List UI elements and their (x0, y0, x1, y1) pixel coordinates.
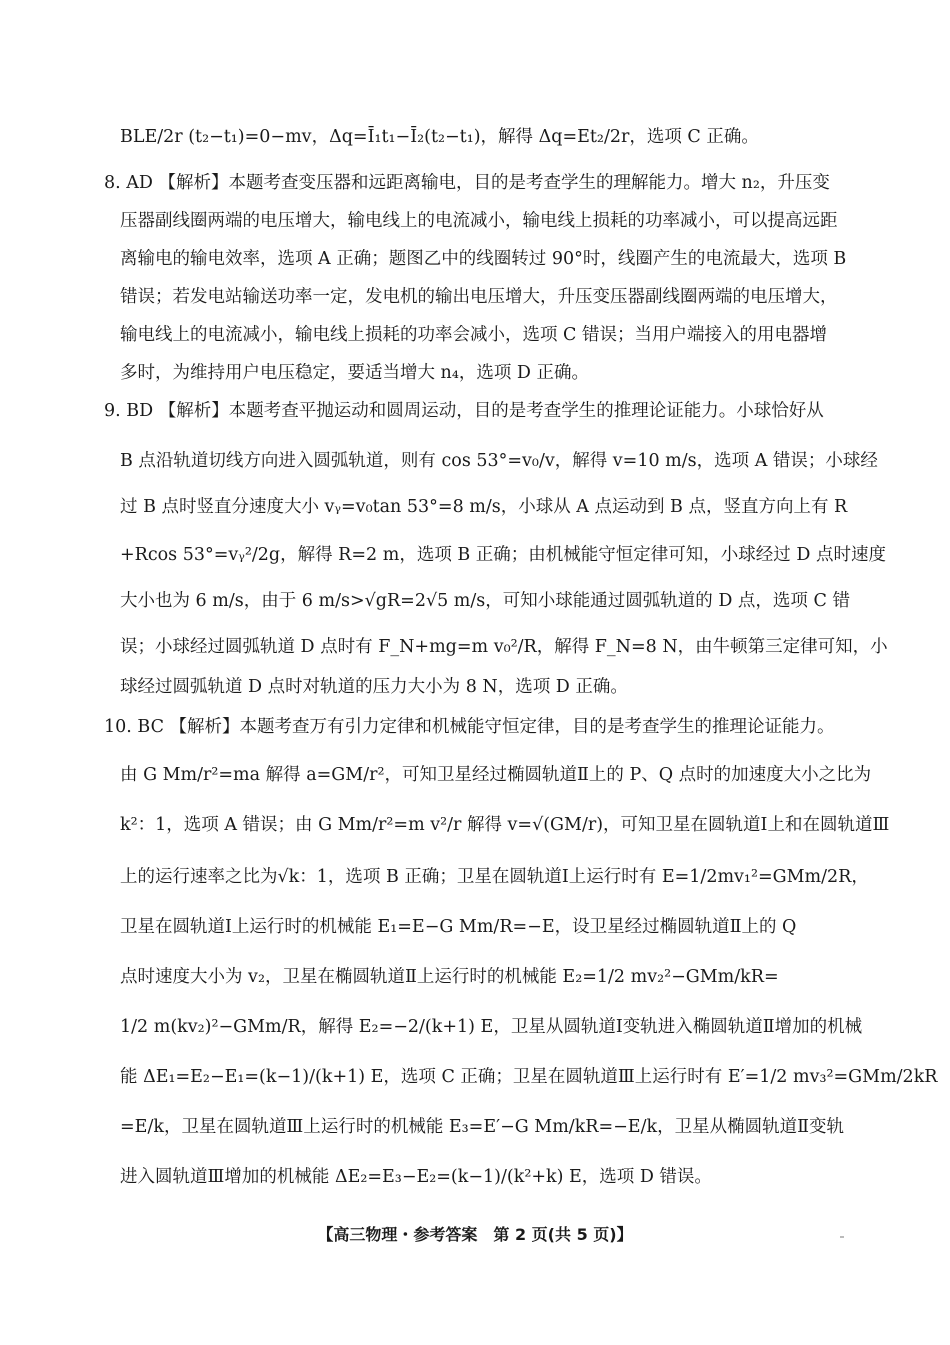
text-line: 离输电的输电效率，选项 A 正确；题图乙中的线圈转过 90°时，线圈产生的电流最大，选项 B (120, 249, 847, 269)
question-8-heading: 8. AD 【解析】本题考查变压器和远距离输电，目的是考查学生的理解能力。增大 n₂，升压变 (104, 173, 830, 193)
text-line: 多时，为维持用户电压稳定，要适当增大 n₄，选项 D 正确。 (120, 363, 590, 383)
text-line: 压器副线圈两端的电压增大，输电线上的电流减小，输电线上损耗的功率减小，可以提高远距 (120, 211, 838, 231)
text-line: 能 ΔE₁=E₂−E₁=(k−1)/(k+1) E，选项 C 正确；卫星在圆轨道Ⅲ上运行时有 E′=1/2 mv₃²=GMm/2kR (120, 1067, 938, 1087)
text-line: 球经过圆弧轨道 D 点时对轨道的压力大小为 8 N，选项 D 正确。 (120, 677, 628, 697)
text-line: 大小也为 6 m/s，由于 6 m/s>√gR=2√5 m/s，可知小球能通过圆弧轨道的 D 点，选项 C 错 (120, 591, 850, 611)
text-line: 点时速度大小为 v₂，卫星在椭圆轨道Ⅱ上运行时的机械能 E₂=1/2 mv₂²−GMm/kR= (120, 967, 779, 987)
text-line: 卫星在圆轨道Ⅰ上运行时的机械能 E₁=E−G Mm/R=−E，设卫星经过椭圆轨道Ⅱ上的 Q (120, 917, 797, 937)
text-line: 错误；若发电站输送功率一定，发电机的输出电压增大，升压变压器副线圈两端的电压增大， (120, 287, 838, 307)
text-line: +Rcos 53°=vᵧ²/2g，解得 R=2 m，选项 B 正确；由机械能守恒定律可知，小球经过 D 点时速度 (120, 545, 886, 565)
text-line: 1/2 m(kv₂)²−GMm/R，解得 E₂=−2/(k+1) E，卫星从圆轨道Ⅰ变轨进入椭圆轨道Ⅱ增加的机械 (120, 1017, 863, 1037)
text-line: 由 G Mm/r²=ma 解得 a=GM/r²，可知卫星经过椭圆轨道Ⅱ上的 P、Q 点时的加速度大小之比为 (120, 765, 872, 785)
text-line: 进入圆轨道Ⅲ增加的机械能 ΔE₂=E₃−E₂=(k−1)/(k²+k) E，选项 D 错误。 (120, 1167, 712, 1187)
text-line: =E/k，卫星在圆轨道Ⅲ上运行时的机械能 E₃=E′−G Mm/kR=−E/k，卫星从椭圆轨道Ⅱ变轨 (120, 1117, 844, 1137)
text-line: BLE/2r (t₂−t₁)=0−mv，Δq=Ī₁t₁−Ī₂(t₂−t₁)，解得 Δq=Et₂/2r，选项 C 正确。 (120, 127, 759, 147)
text-line: 上的运行速率之比为√k：1，选项 B 正确；卫星在圆轨道Ⅰ上运行时有 E=1/2mv₁²=GMm/2R， (120, 867, 869, 887)
scan-speck (840, 1236, 844, 1238)
page-footer: 【高三物理・参考答案 第 2 页(共 5 页)】 (317, 1225, 633, 1244)
text-line: 输电线上的电流减小，输电线上损耗的功率会减小，选项 C 错误；当用户端接入的用电器增 (120, 325, 828, 345)
text-line: 过 B 点时竖直分速度大小 vᵧ=v₀tan 53°=8 m/s，小球从 A 点运动到 B 点，竖直方向上有 R (120, 497, 848, 517)
text-line: B 点沿轨道切线方向进入圆弧轨道，则有 cos 53°=v₀/v，解得 v=10 m/s，选项 A 错误；小球经 (120, 451, 878, 471)
question-10-heading: 10. BC 【解析】本题考查万有引力定律和机械能守恒定律，目的是考查学生的推理论证能力。 (104, 717, 835, 737)
question-9-heading: 9. BD 【解析】本题考查平抛运动和圆周运动，目的是考查学生的推理论证能力。小球恰好从 (104, 401, 824, 421)
text-line: k²：1，选项 A 错误；由 G Mm/r²=m v²/r 解得 v=√(GM/r)，可知卫星在圆轨道Ⅰ上和在圆轨道Ⅲ (120, 815, 890, 835)
text-line: 误；小球经过圆弧轨道 D 点时有 F_N+mg=m v₀²/R，解得 F_N=8 N，由牛顿第三定律可知，小 (120, 637, 888, 657)
